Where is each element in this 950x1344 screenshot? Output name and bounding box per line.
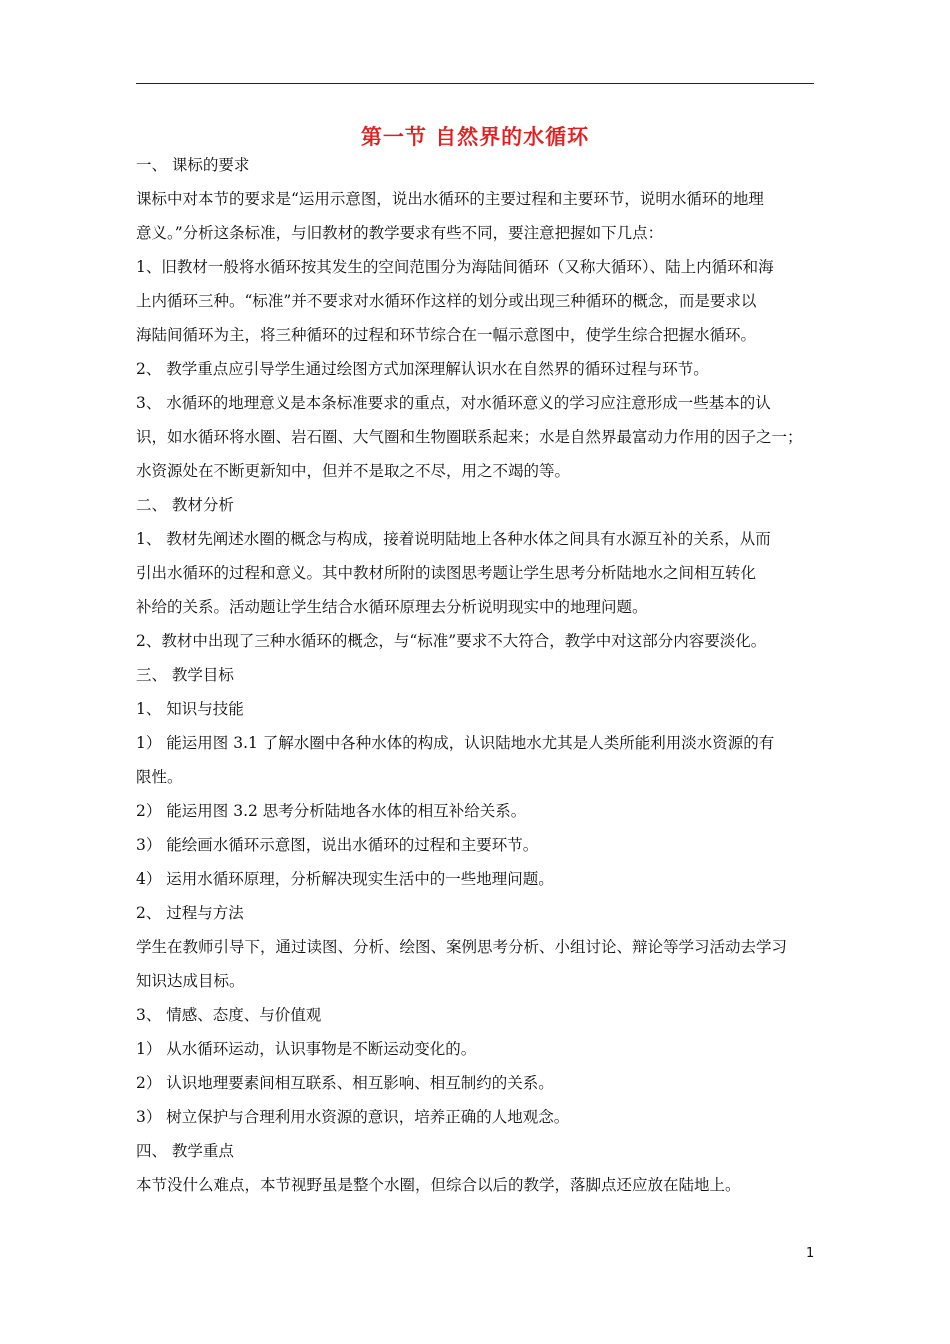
- text-line: 3） 树立保护与合理利用水资源的意识，培养正确的人地观念。: [136, 1108, 570, 1126]
- text-line: 4） 运用水循环原理，分析解决现实生活中的一些地理问题。: [136, 870, 554, 888]
- text-line: 2、教材中出现了三种水循环的概念，与“标准”要求不大符合，教学中对这部分内容要淡化。: [136, 632, 767, 650]
- text-line: 上内循环三种。“标准”并不要求对水循环作这样的划分或出现三种循环的概念，而是要求以: [136, 292, 757, 310]
- text-line: 1、 教材先阐述水圈的概念与构成，接着说明陆地上各种水体之间具有水源互补的关系，从而: [136, 530, 771, 548]
- text-line: 四、 教学重点: [136, 1142, 234, 1160]
- text-line: 3） 能绘画水循环示意图，说出水循环的过程和主要环节。: [136, 836, 539, 854]
- text-line: 知识达成目标。: [136, 972, 245, 990]
- text-line: 3、 水循环的地理意义是本条标准要求的重点，对水循环意义的学习应注意形成一些基本的认: [136, 394, 771, 412]
- page-number: 1: [806, 1246, 815, 1261]
- text-line: 二、 教材分析: [136, 496, 234, 514]
- document-body: [136, 148, 822, 1202]
- text-line: 海陆间循环为主，将三种循环的过程和环节综合在一幅示意图中，使学生综合把握水循环。: [136, 326, 757, 344]
- text-line: 课标中对本节的要求是“运用示意图，说出水循环的主要过程和主要环节，说明水循环的地理: [136, 190, 764, 208]
- text-line: 限性。: [136, 768, 183, 786]
- text-line: 2、 教学重点应引导学生通过绘图方式加深理解认识水在自然界的循环过程与环节。: [136, 360, 709, 378]
- text-line: 3、 情感、态度、与价值观: [136, 1006, 322, 1024]
- text-line: 引出水循环的过程和意义。其中教材所附的读图思考题让学生思考分析陆地水之间相互转化: [136, 564, 757, 582]
- text-line: 1） 从水循环运动，认识事物是不断运动变化的。: [136, 1040, 477, 1058]
- text-line: 本节没什么难点，本节视野虽是整个水圈，但综合以后的教学，落脚点还应放在陆地上。: [136, 1176, 741, 1194]
- text-line: 识，如水循环将水圈、岩石圈、大气圈和生物圈联系起来；水是自然界最富动力作用的因子之一；: [136, 428, 803, 446]
- text-line: 1、旧教材一般将水循环按其发生的空间范围分为海陆间循环（又称大循环）、陆上内循环和海: [136, 258, 774, 276]
- text-line: 一、 课标的要求: [136, 156, 250, 174]
- text-line: 2、 过程与方法: [136, 904, 244, 922]
- text-line: 2） 能运用图 3.2 思考分析陆地各水体的相互补给关系。: [136, 802, 527, 820]
- text-line: 水资源处在不断更新知中，但并不是取之不尽，用之不竭的等。: [136, 462, 571, 480]
- page-title: 第一节 自然界的水循环: [360, 125, 590, 149]
- text-line: 意义。”分析这条标准，与旧教材的教学要求有些不同，要注意把握如下几点：: [136, 224, 664, 242]
- header-rule: [136, 83, 814, 84]
- text-line: 1） 能运用图 3.1 了解水圈中各种水体的构成，认识陆地水尤其是人类所能利用淡水资源的有: [136, 734, 775, 752]
- text-line: 2） 认识地理要素间相互联系、相互影响、相互制约的关系。: [136, 1074, 554, 1092]
- text-line: 三、 教学目标: [136, 666, 234, 684]
- text-line: 1、 知识与技能: [136, 700, 244, 718]
- text-line: 学生在教师引导下，通过读图、分析、绘图、案例思考分析、小组讨论、辩论等学习活动去学习: [136, 938, 788, 956]
- text-line: 补给的关系。活动题让学生结合水循环原理去分析说明现实中的地理问题。: [136, 598, 648, 616]
